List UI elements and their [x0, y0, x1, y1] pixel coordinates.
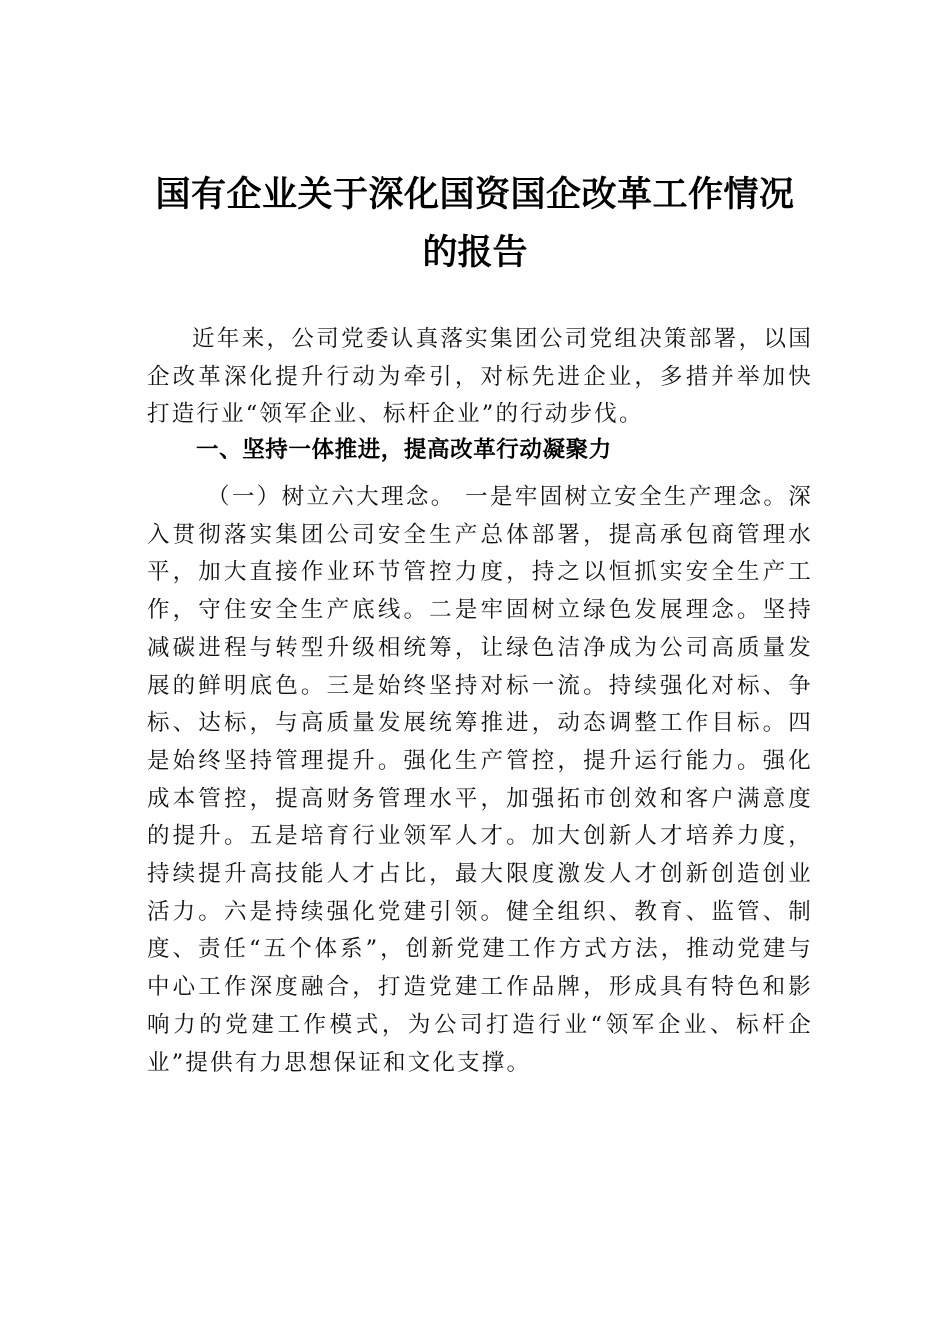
- section-heading-1: 一、坚持一体推进，提高改革行动凝聚力: [196, 437, 612, 463]
- document-title-line-2: 的报告: [422, 233, 528, 273]
- section-1-paragraph: （一）树立六大理念。 一是牢固树立安全生产理念。深入贯彻落实集团公司安全生产总体部署，提高承包商管理水平，加大直接作业环节管控力度，持之以恒抓实安全生产工作，守住安全生产底线。二是牢固树立绿色发展理念。坚持减碳进程与转型升级相统筹，让绿色洁净成为公司高质量发展的鲜明底色。三是始终坚持对标一流。持续强化对标、争标、达标，与高质量发展统筹推进，动态调整工作目标。四是始终坚持管理提升。强化生产管控，提升运行能力。强化成本管控，提高财务管理水平，加强拓市创效和客户满意度的提升。五是培育行业领军人才。加大创新人才培养力度，持续提升高技能人才占比，最大限度激发人才创新创造创业活力。六是持续强化党建引领。健全组织、教育、监管、制度、责任“五个体系”，创新党建工作方式方法，推动党建与中心工作深度融合，打造党建工作品牌，形成具有特色和影响力的党建工作模式，为公司打造行业“领军企业、标杆企业”提供有力思想保证和文化支撑。: [147, 484, 813, 1076]
- document-title-line-1: 国有企业关于深化国资国企改革工作情况: [155, 175, 795, 215]
- intro-paragraph: 近年来，公司党委认真落实集团公司党组决策部署，以国企改革深化提升行动为牵引，对标先进企业，多措并举加快打造行业“领军企业、标杆企业”的行动步伐。: [147, 326, 813, 428]
